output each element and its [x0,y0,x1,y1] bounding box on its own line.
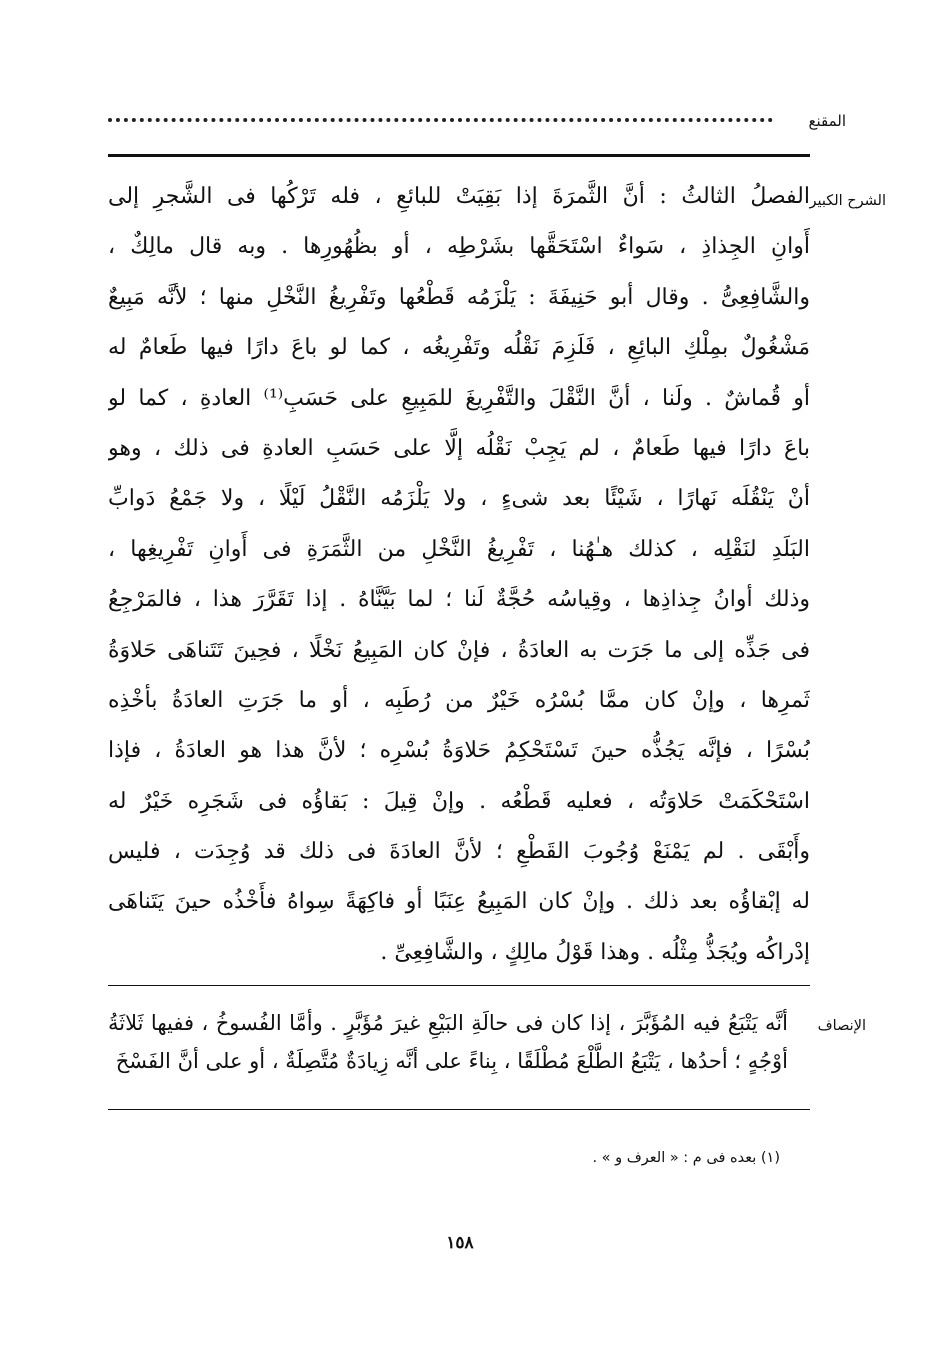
header-dotted-rule [108,118,773,122]
header-book-label: المقنع [808,112,846,130]
main-text-line: باعَ دارًا فيها طَعامٌ ، لم يَجِبْ نَقْلُه إلَّا على حَسَبِ العادةِ فى ذلك ، وهو [108,435,810,461]
main-text-line: اسْتَحْكَمَتْ حَلاوَتُه ، فعليه قَطْعُه . وإنْ قِيلَ : بَقاؤُه فى شَجَرِه خَيْرٌ له [108,788,810,814]
insaf-side-label: الإنصاف [817,1018,866,1034]
main-text-line: إدْراكُه ويُجَذُّ مِثْلُه . وهذا قَوْلُ مالِكٍ ، والشَّافِعِىِّ . [380,939,810,965]
main-text-line: له إبْقاؤُه بعد ذلك . وإنْ كان المَبِيعُ عِنَبًا أو فاكِهَةً سِواهُ فأَخْذُه حينَ يَتَناهَى [108,889,810,915]
section-divider [108,985,810,986]
main-text-line: فى جَذِّه إلى ما جَرَت به العادَةُ ، فإنْ كان المَبِيعُ نَخْلًا ، فحِينَ تَتَناهَى حَلاوَةُ [108,637,810,663]
insaf-text-line: أنَّه يَتْبَعُ فيه المُؤَبَّرَ ، إذا كان فى حالَةِ البَيْعِ غيرَ مُؤَبَّرٍ . وأمَّا الفُسوخُ ، ففيها ثَلاثَةُ [108,1011,788,1035]
main-text-line: ثَمرِها ، وإنْ كان ممَّا بُسْرُه خَيْرٌ من رُطَبِه ، أو ما جَرَتِ العادَةُ بأخْذِه [108,687,810,713]
main-text-line: وذلك أوانُ جِذاذِها ، وقِياسُه حُجَّةٌ لَنا ؛ لما بَيَّنَّاهُ . إذا تَقَرَّرَ هذا ، فالمَرْجِعُ [108,587,810,613]
main-text-line: بُسْرًا ، فإنَّه يَجُذُّه حينَ تَسْتَحْكِمُ حَلاوَةُ بُسْرِه ؛ لأنَّ هذا هو العادَةُ ، فإذا [108,738,810,764]
header-rule [108,154,810,157]
main-text-line: مَشْغُولٌ بمِلْكِ البائِعِ ، فَلَزِمَ نَقْلُه وتَفْرِيغُه ، كما لو باعَ دارًا فيها طَعامٌ له [108,335,810,361]
insaf-text-line: أوْجُهٍ ؛ أحدُها ، يَتْبَعُ الطَّلْعَ مُطْلَقًا ، بِناءً على أنَّه زِيادَةٌ مُتَّصِلَةٌ ، أو على أنَّ الفَسْخَ [115,1049,788,1073]
footnote-divider [108,1109,810,1110]
main-text-block [108,172,810,978]
main-text-line: والشَّافِعِىُّ . وقال أبو حَنِيفَةَ : يَلْزَمُه قَطْعُها وتَفْرِيغُ النَّخْلِ منها ؛ لأنَّه مَبِيعٌ [108,284,810,310]
insaf-text-block [108,1004,788,1080]
page-number: ١٥٨ [446,1233,474,1253]
main-text-line: الفصلُ الثالثُ : أنَّ الثَّمرَةَ إذا بَقِيَتْ للبائعِ ، فله تَرْكُها فى الشَّجرِ إلى [108,184,810,209]
main-side-label: الشرح الكبير [809,193,886,209]
footnote: (١) بعده فى م : « العرف و » . [592,1150,780,1166]
main-text-line: البَلَدِ لنَقْلِه ، كذلك هـٰهُنا ، تَفْرِيغُ النَّخْلِ من الثَّمَرَةِ فى أَوانِ تَفْرِيغِها ، [108,536,810,562]
main-text-line: أو قُماشٌ . ولَنا ، أنَّ النَّقْلَ والتَّفْرِيغَ للمَبِيعِ على حَسَبِ⁽¹⁾ العادةِ ، كما لو [108,385,810,411]
main-text-line: أنْ يَنْقُلَه نَهارًا ، شَيْئًا بعد شىءٍ ، ولا يَلْزَمُه النَّقْلُ لَيْلًا ، ولا جَمْعُ دَوابِّ [108,486,810,512]
main-text-line: وأَبْقَى . لم يَمْنَعْ وُجُوبَ القَطْعِ ؛ لأنَّ العادَةَ فى ذلك قد وُجِدَت ، فليس [108,839,810,865]
main-text-line: أَوانِ الجِذاذِ ، سَواءٌ اسْتَحَقَّها بشَرْطِه ، أو بظُهُورِها . وبه قال مالِكٌ ، [108,234,810,260]
